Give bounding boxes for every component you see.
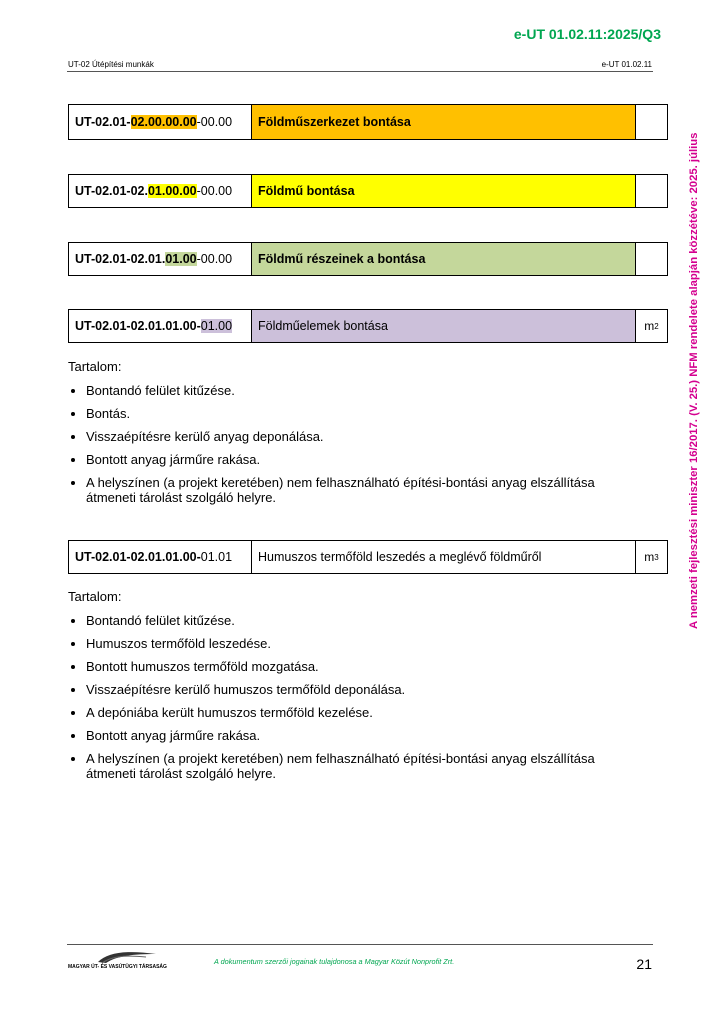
item-code [69, 310, 252, 342]
page-number: 21 [636, 956, 652, 972]
footer-divider [67, 944, 653, 945]
code-part: 01.01 [200, 550, 233, 564]
list-item: Humuszos termőföld leszedése. [68, 636, 628, 651]
content-label: Tartalom: [68, 589, 122, 604]
item-unit [636, 310, 667, 342]
side-publication-note: A nemzeti fejlesztési miniszter 16/2017. (V. 25.) NFM rendelete alapján közzétéve: 2025. július [688, 132, 700, 629]
copyright-note: A dokumentum szerzői jogainak tulajdonosa a Magyar Közút Nonprofit Zrt. [214, 957, 455, 966]
unit-exponent: 2 [654, 321, 659, 331]
content-list-2 [68, 613, 628, 789]
content-list-1 [68, 383, 628, 513]
header-divider [67, 71, 653, 72]
list-item: Visszaépítésre kerülő anyag deponálása. [68, 429, 628, 444]
list-item: Bontott humuszos termőföld mozgatása. [68, 659, 628, 674]
unit-exponent: 3 [654, 552, 659, 562]
code-part: UT-02.01-02.01.01.00- [75, 319, 201, 333]
code-part: UT-02.01-02. [75, 184, 148, 198]
code-highlight: 01.00 [165, 252, 197, 266]
code-highlight: 01.00 [200, 319, 233, 333]
header-doc-ref: e-UT 01.02.11 [601, 60, 652, 69]
item-row-level3 [68, 242, 668, 276]
item-title: Földmű bontása [252, 175, 636, 207]
society-logo-text: MAGYAR ÚT- ÉS VASÚTÜGYI TÁRSASÁG [68, 964, 167, 970]
item-title: Földműelemek bontása [252, 310, 636, 342]
code-part: UT-02.01-02.01. [75, 252, 166, 266]
list-item: Visszaépítésre kerülő humuszos termőföld deponálása. [68, 682, 628, 697]
list-item: Bontás. [68, 406, 628, 421]
list-item: Bontandó felület kitűzése. [68, 613, 628, 628]
item-code [69, 175, 252, 207]
list-item: A helyszínen (a projekt keretében) nem felhasználható építési-bontási anyag elszállítása átmeneti tárolást szolgáló helyre. [68, 475, 628, 505]
code-part: UT-02.01- [75, 115, 131, 129]
document-code: e-UT 01.02.11:2025/Q3 [513, 26, 661, 42]
item-unit [636, 175, 667, 207]
unit-base: m [644, 319, 655, 333]
code-highlight: 02.00.00.00 [130, 115, 197, 129]
code-part: UT-02.01-02.01.01.00- [75, 550, 201, 564]
item-code [69, 541, 252, 573]
item-row-level5 [68, 540, 668, 574]
item-title: Földmű részeinek a bontása [252, 243, 636, 275]
header-section-title [68, 60, 154, 69]
item-code [69, 243, 252, 275]
item-row-level1 [68, 104, 668, 140]
item-row-level4 [68, 309, 668, 343]
unit-base: m [644, 550, 655, 564]
header-section-text: UT-02 Útépítési munkák [68, 60, 154, 69]
list-item: Bontott anyag járműre rakása. [68, 728, 628, 743]
item-title: Humuszos termőföld leszedés a meglévő földműről [252, 541, 636, 573]
code-part: -00.00 [196, 184, 233, 198]
item-unit [636, 105, 667, 139]
item-code [69, 105, 252, 139]
list-item: A helyszínen (a projekt keretében) nem felhasználható építési-bontási anyag elszállítása átmeneti tárolást szolgáló helyre. [68, 751, 628, 781]
list-item: Bontandó felület kitűzése. [68, 383, 628, 398]
content-label: Tartalom: [68, 359, 122, 374]
item-title: Földműszerkezet bontása [252, 105, 636, 139]
item-unit [636, 243, 667, 275]
code-part: -00.00 [196, 115, 233, 129]
item-row-level2 [68, 174, 668, 208]
code-part: -00.00 [196, 252, 233, 266]
item-unit [636, 541, 667, 573]
list-item: Bontott anyag járműre rakása. [68, 452, 628, 467]
list-item: A depóniába került humuszos termőföld kezelése. [68, 705, 628, 720]
code-highlight: 01.00.00 [147, 184, 197, 198]
